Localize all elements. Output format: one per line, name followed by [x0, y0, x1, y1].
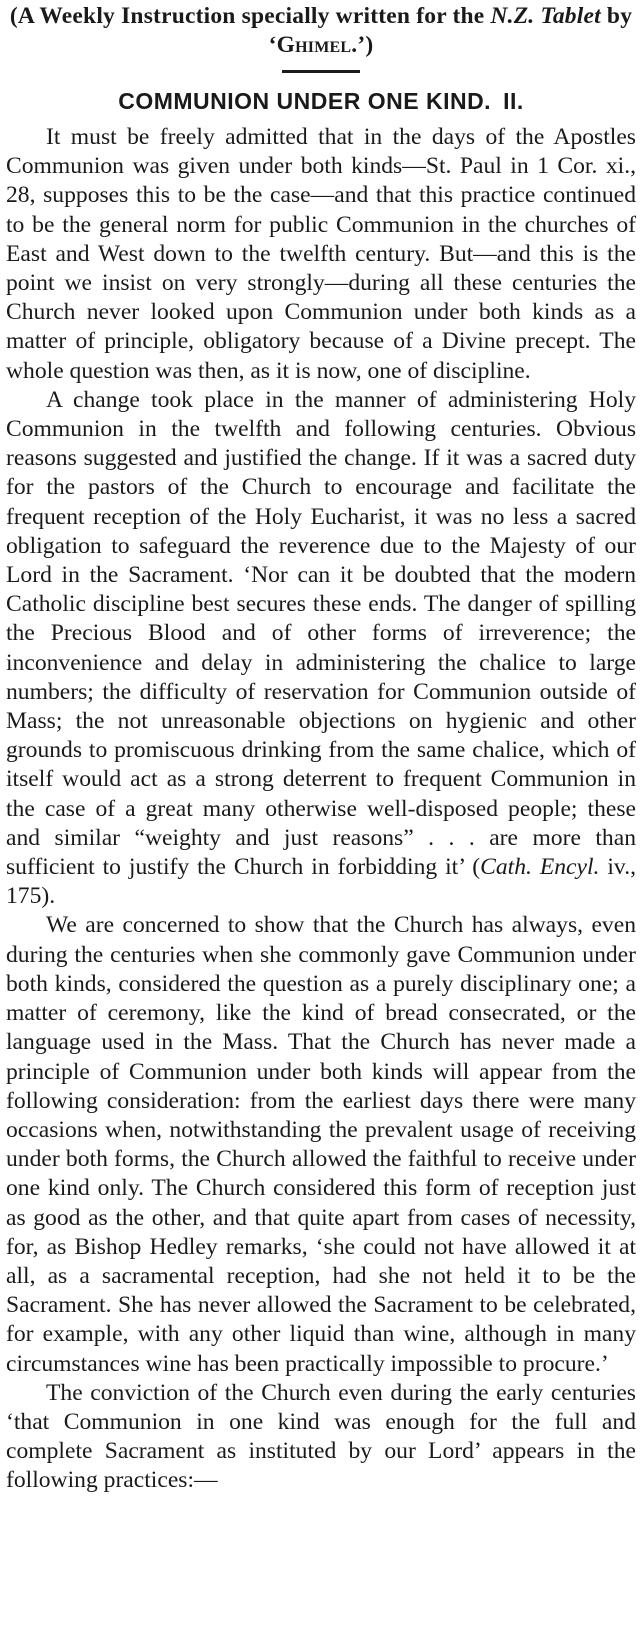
citation-reference: iv., 175).: [6, 854, 636, 910]
section-divider: [282, 70, 360, 73]
intro-by: by ‘: [268, 3, 633, 58]
paragraph-2: [6, 386, 636, 912]
article-heading: [6, 87, 636, 115]
intro-prefix: (A Weekly Instruction specially written for the: [9, 3, 491, 29]
article-title: COMMUNION UNDER ONE KIND.: [118, 88, 492, 114]
paragraph-4: The conviction of the Church even during the early centuries ‘that Communion in one kind was enough for the full and complete Sacrament as instituted by our Lord’ appears in the following practices:—: [6, 1379, 636, 1494]
article-body: [6, 123, 636, 1496]
author-pseudonym: Ghimel: [276, 32, 352, 58]
column-intro: [6, 2, 636, 60]
paragraph-1: It must be freely admitted that in the days of the Apostles Communion was given under both kinds—St. Paul in 1 Cor. xi., 28, supposes this to be the case—and that this practice continued to be the general norm for public Communion in the churches of East and West down to the twelfth century. But—and this is the point we insist on very strongly—during all these centuries the Church never looked upon Communion under both kinds as a matter of principle, obligatory because of a Divine precept. The whole question was then, as it is now, one of discipline.: [6, 124, 636, 384]
publication-name: N.Z. Tablet: [490, 3, 601, 29]
paragraph-3: We are concerned to show that the Church has always, even during the centuries when she commonly gave Communion under both kinds, considered the question as a purely disciplinary one; a matter of ceremony, like the kind of bread consecrated, or the language used in the Mass. That the Church has never made a principle of Communion under both kinds will appear from the following consideration: from the earliest days there were many occasions when, notwithstanding the prevalent usage of receiving under both forms, the Church allowed the faithful to receive under one kind only. The Church considered this form of reception just as good as the other, and that quite apart from cases of necessity, for, as Bishop Hedley remarks, ‘she could not have allowed it at all, as a sacramental reception, had she not held it to be the Sacrament. She has never allowed the Sacrament to be celebrated, for example, with any other liquid than wine, although in many circumstances wine has been practically impossible to procure.’: [6, 912, 636, 1377]
intro-suffix: .’): [351, 32, 374, 58]
article-part-number: II.: [503, 88, 524, 114]
paragraph-2-text: A change took place in the manner of administering Holy Communion in the twelfth and following centuries. Obvious reasons suggested and justified the change. If it was a sacred duty for the pastors of the Church to encourage and facilitate the frequent reception of the Holy Eucharist, it was no less a sacred obligation to safeguard the reverence due to the Majesty of our Lord in the Sacrament. ‘Nor can it be doubted that the modern Catholic discipline best secures these ends. The danger of spilling the Precious Blood and of other forms of irreverence; the inconvenience and delay in administering the chalice to large numbers; the difficulty of reservation for Communion outside of Mass; the not unreasonable objections on hygienic and other grounds to promiscuous drinking from the same chalice, which of itself would act as a strong deterrent to frequent Communion in the case of a great many otherwise well-disposed people; these and similar “weighty and just reasons” . . . are more than sufficient to justify the Church in forbidding it’ (: [6, 386, 636, 881]
citation-title: Cath. Encyl.: [480, 854, 600, 881]
